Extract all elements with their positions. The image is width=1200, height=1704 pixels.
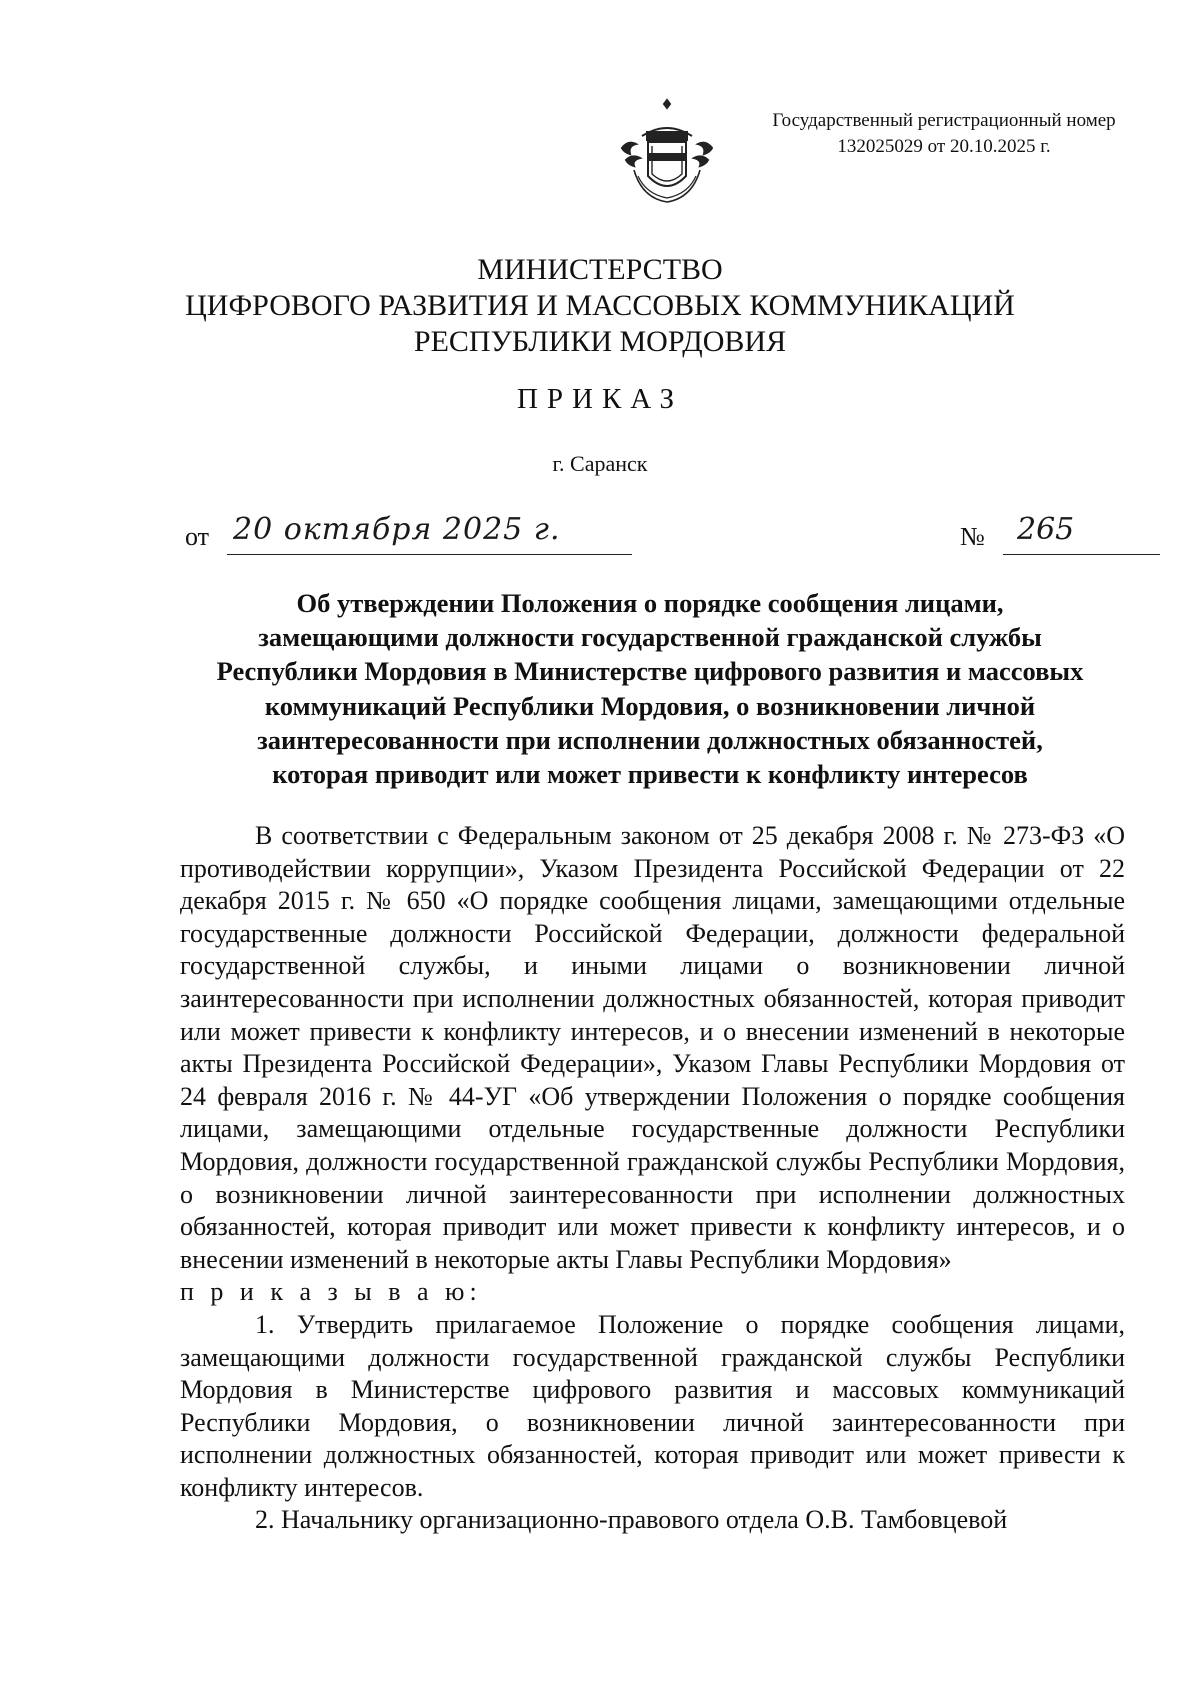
date-underline	[227, 554, 632, 555]
coat-of-arms-icon	[612, 98, 722, 210]
title-line: замещающими должности государственной гражданской службы	[258, 622, 1042, 653]
ministry-line-1: МИНИСТЕРСТВО	[477, 253, 723, 286]
item-1-paragraph: 1. Утвердить прилагаемое Положение о порядке сообщения лицами, замещающими должности государственной гражданской службы Республики Мордовия в Министерстве цифрового развития и массовых коммуникаций Республики Мордовия, о возникновении личной заинтересованности при исполнении должностных обязанностей, которая приводит или может привести к конфликту интересов.	[180, 1309, 1125, 1502]
title-line: Об утверждении Положения о порядке сообщения лицами,	[296, 588, 1004, 618]
handwritten-number: 265	[1017, 512, 1075, 547]
item-2-paragraph: 2. Начальнику организационно-правового отдела О.В. Тамбовцевой	[255, 1505, 1008, 1535]
number-underline	[1003, 554, 1160, 555]
document-body	[180, 820, 1125, 1537]
document-title	[180, 586, 1120, 791]
registration-line-2: 132025029 от 20.10.2025 г.	[837, 136, 1051, 157]
preamble-paragraph: В соответствии с Федеральным законом от 25 декабря 2008 г. № 273-ФЗ «О противодействии коррупции», Указом Президента Российской Федерации от 22 декабря 2015 г. № 650 «О порядке сообщения лицами, замещающими отдельные государственные должности Российской Федерации, должности федеральной государственной службы, и иными лицами о возникновении личной заинтересованности при исполнении должностных обязанностей, которая приводит или может привести к конфликту интересов, и о внесении изменений в некоторые акты Президента Российской Федерации», Указом Главы Республики Мордовия от 24 февраля 2016 г. № 44-УГ «Об утверждении Положения о порядке сообщения лицами, замещающими отдельные государственные должности Республики Мордовия, должности государственной гражданской службы Республики Мордовия, о возникновении личной заинтересованности при исполнении должностных обязанностей, которая приводит или может привести к конфликту интересов, и о внесении изменений в некоторые акты Главы Республики Мордовия»	[180, 821, 1125, 1274]
document-type: ПРИКАЗ	[516, 383, 684, 415]
registration-number	[744, 108, 1144, 160]
ministry-name	[0, 252, 1200, 360]
title-line: которая приводит или может привести к конфликту интересов	[272, 759, 1028, 790]
date-prefix: от	[185, 522, 210, 551]
ministry-line-2: ЦИФРОВОГО РАЗВИТИЯ И МАССОВЫХ КОММУНИКАЦИЙ	[185, 289, 1015, 322]
order-word: п р и к а з ы в а ю:	[180, 1277, 482, 1307]
ministry-line-3: РЕСПУБЛИКИ МОРДОВИЯ	[413, 325, 787, 358]
number-label: №	[960, 522, 985, 551]
registration-line-1: Государственный регистрационный номер	[772, 110, 1116, 131]
title-line: коммуникаций Республики Мордовия, о возникновении личной	[264, 690, 1036, 721]
city: г. Саранск	[552, 451, 648, 476]
handwritten-date: 20 октября 2025 г.	[233, 512, 561, 547]
date-number-row	[185, 512, 1160, 562]
title-line: заинтересованности при исполнении должностных обязанностей,	[257, 724, 1043, 755]
title-line: Республики Мордовия в Министерстве цифрового развития и массовых	[216, 656, 1084, 687]
